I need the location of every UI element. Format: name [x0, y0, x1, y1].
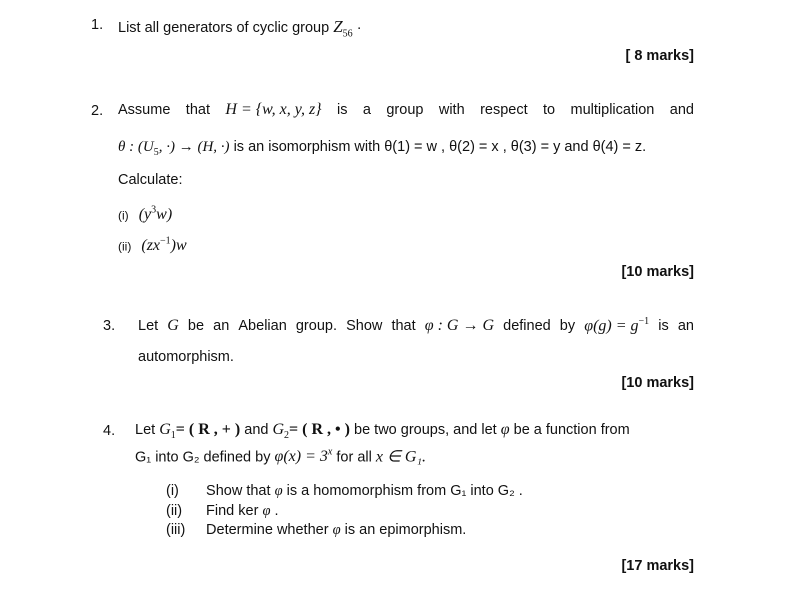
q1-marks: [ 8 marks]: [625, 48, 694, 64]
q2-word: is: [336, 102, 348, 118]
q2-word: group: [386, 102, 424, 118]
q3-phi-def: $\varphi(g) = g^{-1}$: [584, 316, 650, 335]
q1-prompt: List all generators of cyclic group: [118, 20, 330, 36]
q3-word: defined: [503, 318, 551, 335]
q3-word: an: [213, 318, 230, 335]
q2-line2: [118, 140, 646, 158]
q2-word: respect: [480, 102, 528, 118]
q2-word: Assume: [118, 102, 171, 118]
q3-word: Show: [346, 318, 383, 335]
q3-line2: automorphism.: [138, 349, 234, 365]
q4-part-i: [166, 484, 523, 499]
q2-part-i-label: (i): [118, 208, 129, 223]
q3-word: group.: [295, 318, 337, 335]
q4-phi: φ: [500, 421, 510, 438]
q4-part-text: is an epimorphism.: [344, 522, 467, 538]
q4-part-text: Find ker: [206, 503, 259, 519]
q4-part-phi: φ: [332, 522, 341, 538]
q2-word: a: [362, 102, 371, 118]
q3-phi-map: φ : G → G: [424, 317, 495, 335]
q4-G1: $G_1$: [159, 421, 176, 442]
q2-calculate: Calculate:: [118, 172, 183, 188]
q3-word: is: [658, 318, 669, 335]
q3-line1: [138, 317, 694, 334]
q4-line2-text: G₁ into G₂ defined by: [135, 449, 271, 466]
q1-group: $Z_{56}$: [333, 17, 353, 40]
q2-marks: [10 marks]: [621, 264, 694, 280]
q3-G: G: [167, 317, 179, 335]
q3-word: by: [559, 318, 576, 335]
q3-word: an: [677, 318, 694, 335]
q4-part-ii: [166, 504, 279, 519]
q3-number: 3.: [103, 318, 116, 334]
q1-end: ·: [356, 20, 362, 36]
q2-iso-text: is an isomorphism with θ(1) = w , θ(2) = x , θ(3) = y and θ(4) = z.: [233, 139, 647, 155]
q4-part-label: (iii): [166, 522, 186, 538]
q2-word: with: [438, 102, 465, 118]
q4-part-phi: φ: [274, 483, 283, 499]
q4-for-all: for all: [336, 449, 372, 466]
q2-part-i: [118, 206, 172, 223]
q2-part-ii: [118, 237, 187, 254]
q4-part-text: Show that: [206, 483, 271, 499]
q2-line1: [118, 102, 694, 118]
q4-part-text: .: [274, 503, 279, 519]
q4-number: 4.: [103, 423, 116, 439]
q4-rest2: be a function from: [513, 422, 630, 438]
q2-part-ii-expr: $(zx^{-1})w$: [141, 236, 187, 255]
q4-line2: [135, 448, 426, 465]
q2-part-i-expr: $(y^3w)$: [138, 205, 173, 224]
q4-part-text: is a homomorphism from G₁ into G₂ .: [286, 483, 523, 499]
q4-G2-rhs: = ( R , • ): [289, 421, 350, 438]
q2-word: and: [669, 102, 694, 118]
q2-word: multiplication: [570, 102, 655, 118]
q4-marks: [17 marks]: [621, 558, 694, 574]
q4-domain: x ∈ G₁.: [375, 448, 427, 466]
q2-theta-map: θ : ($U_5$, ·) → (H, ·): [118, 139, 230, 158]
q2-number: 2.: [91, 103, 104, 119]
q4-part-label: (ii): [166, 503, 183, 519]
q3-word: Abelian: [238, 318, 287, 335]
q3-word: Let: [138, 318, 159, 335]
q1-number: 1.: [91, 17, 104, 33]
q2-word: that: [185, 102, 210, 118]
q4-and: and: [244, 422, 269, 438]
q4-line1: [135, 422, 630, 441]
q1-text: [118, 18, 362, 39]
q4-G1-rhs: = ( R , + ): [175, 421, 241, 438]
q3-word: be: [187, 318, 205, 335]
q4-G2: $G_2$: [272, 421, 290, 442]
q4-part-text: Determine whether: [206, 522, 329, 538]
q4-map-expr: $\varphi(x) = 3^x$: [274, 447, 333, 466]
q4-part-phi: φ: [262, 503, 271, 519]
q4-rest1: be two groups, and let: [354, 422, 497, 438]
q2-set-H: H = {w, x, y, z}: [225, 101, 322, 118]
q3-word: that: [391, 318, 416, 335]
q4-let: Let: [135, 422, 156, 438]
q4-part-label: (i): [166, 483, 179, 499]
q4-part-iii: [166, 523, 466, 538]
q3-marks: [10 marks]: [621, 375, 694, 391]
q2-word: to: [543, 102, 556, 118]
q2-part-ii-label: (ii): [118, 239, 132, 254]
